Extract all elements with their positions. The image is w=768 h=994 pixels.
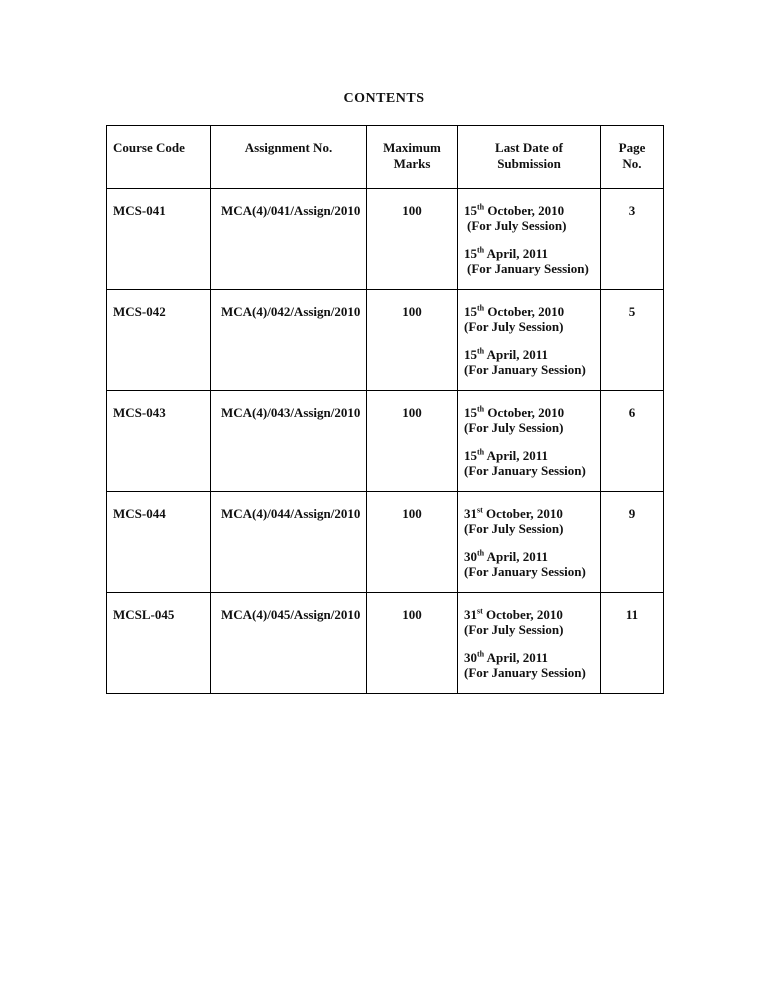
table-row xyxy=(107,391,664,492)
table-row xyxy=(107,593,664,694)
last-date-cell xyxy=(458,593,601,694)
table-header-row xyxy=(107,126,664,189)
july-session-line: (For July Session) xyxy=(464,319,564,334)
assignment-no-cell: MCA(4)/041/Assign/2010 xyxy=(211,189,367,290)
course-code-cell: MCS-042 xyxy=(107,290,211,391)
last-date-cell xyxy=(458,492,601,593)
july-session-line: (For July Session) xyxy=(464,521,564,536)
assignment-no-cell: MCA(4)/043/Assign/2010 xyxy=(211,391,367,492)
course-code-cell: MCS-043 xyxy=(107,391,211,492)
header-maximum-marks-line1: Maximum xyxy=(383,140,441,155)
header-last-date-line2: Submission xyxy=(497,156,561,171)
assignment-no-cell: MCA(4)/042/Assign/2010 xyxy=(211,290,367,391)
july-date-line: 15th October, 2010 xyxy=(464,404,565,420)
header-last-date-line1: Last Date of xyxy=(495,140,563,155)
max-marks-cell: 100 xyxy=(367,593,458,694)
page-no-cell: 5 xyxy=(601,290,664,391)
last-date-cell xyxy=(458,290,601,391)
page-no-cell: 9 xyxy=(601,492,664,593)
page-no-cell: 11 xyxy=(601,593,664,694)
last-date-cell xyxy=(458,391,601,492)
header-page-no-line1: Page xyxy=(618,140,646,155)
assignment-no-cell: MCA(4)/044/Assign/2010 xyxy=(211,492,367,593)
january-session-line: (For January Session) xyxy=(464,564,586,579)
course-code-cell: MCS-041 xyxy=(107,189,211,290)
july-date-line: 31st October, 2010 xyxy=(464,606,563,622)
january-date-line: 30th April, 2011 xyxy=(464,649,549,665)
january-date-line: 30th April, 2011 xyxy=(464,548,549,564)
july-session-line: (For July Session) xyxy=(464,420,564,435)
last-date-cell xyxy=(458,189,601,290)
january-date-line: 15th April, 2011 xyxy=(464,346,549,362)
contents-table xyxy=(106,125,664,694)
header-page-no-line2: No. xyxy=(622,156,642,171)
header-assignment-no: Assignment No. xyxy=(211,126,367,189)
july-date-line: 15th October, 2010 xyxy=(464,202,565,218)
max-marks-cell: 100 xyxy=(367,290,458,391)
july-date-line: 15th October, 2010 xyxy=(464,303,565,319)
header-course-code: Course Code xyxy=(107,126,211,189)
january-date-line: 15th April, 2011 xyxy=(464,447,549,463)
table-row xyxy=(107,492,664,593)
max-marks-cell: 100 xyxy=(367,189,458,290)
max-marks-cell: 100 xyxy=(367,391,458,492)
july-date-line: 31st October, 2010 xyxy=(464,505,563,521)
july-session-line: (For July Session) xyxy=(467,218,567,233)
page-no-cell: 3 xyxy=(601,189,664,290)
page-title: CONTENTS xyxy=(343,91,425,106)
page-no-cell: 6 xyxy=(601,391,664,492)
course-code-cell: MCS-044 xyxy=(107,492,211,593)
header-maximum-marks xyxy=(367,126,458,189)
header-maximum-marks-line2: Marks xyxy=(393,156,431,171)
january-session-line: (For January Session) xyxy=(467,261,589,276)
max-marks-cell: 100 xyxy=(367,492,458,593)
header-page-no xyxy=(601,126,664,189)
course-code-cell: MCSL-045 xyxy=(107,593,211,694)
january-session-line: (For January Session) xyxy=(464,463,586,478)
header-last-date xyxy=(458,126,601,189)
july-session-line: (For July Session) xyxy=(464,622,564,637)
assignment-no-cell: MCA(4)/045/Assign/2010 xyxy=(211,593,367,694)
table-row xyxy=(107,290,664,391)
table-row xyxy=(107,189,664,290)
january-session-line: (For January Session) xyxy=(464,362,586,377)
january-date-line: 15th April, 2011 xyxy=(464,245,549,261)
january-session-line: (For January Session) xyxy=(464,665,586,680)
